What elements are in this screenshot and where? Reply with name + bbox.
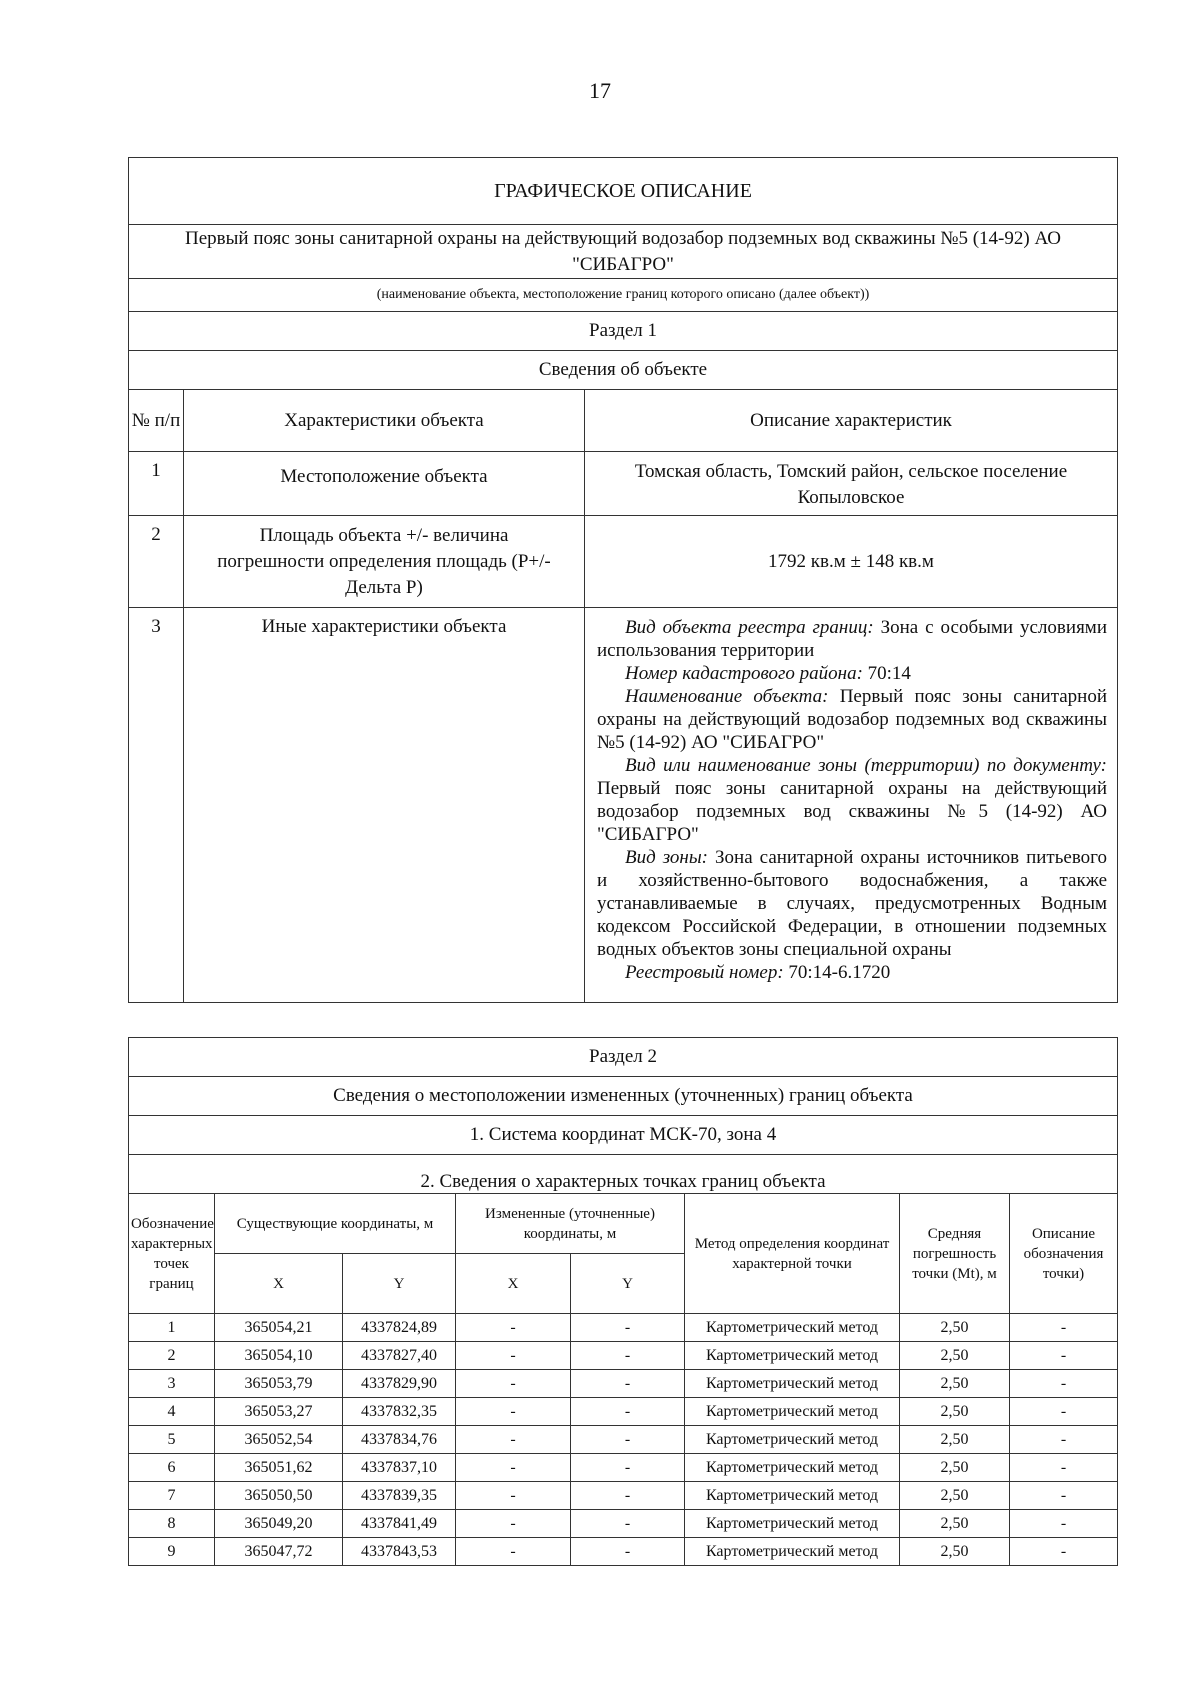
point-number: 6 — [129, 1454, 215, 1482]
existing-y: 4337827,40 — [343, 1342, 456, 1370]
detail-item: Вид или наименование зоны (территории) по документу: Первый пояс зоны санитарной охраны на действующий водозабор подземных вод скважины №5 (14-92) АО "СИБАГРО" — [597, 755, 1107, 845]
row-char: Иные характеристики объекта — [184, 608, 585, 1003]
point-description: - — [1010, 1454, 1118, 1482]
point-number: 9 — [129, 1538, 215, 1566]
row-desc: Томская область, Томский район, сельское поселение Копыловское — [585, 452, 1118, 516]
mean-error: 2,50 — [900, 1482, 1010, 1510]
section2-table — [128, 1037, 1118, 1566]
table-row — [129, 1482, 1118, 1510]
section1-label: Раздел 1 — [129, 312, 1118, 351]
changed-y: - — [571, 1538, 685, 1566]
point-number: 3 — [129, 1370, 215, 1398]
point-description: - — [1010, 1370, 1118, 1398]
row-num: 1 — [129, 452, 184, 516]
x-header: X — [215, 1254, 343, 1314]
method: Картометрический метод — [685, 1426, 900, 1454]
existing-y: 4337834,76 — [343, 1426, 456, 1454]
existing-y: 4337843,53 — [343, 1538, 456, 1566]
method: Картометрический метод — [685, 1314, 900, 1342]
row-num: 3 — [129, 608, 184, 1003]
point-description: - — [1010, 1482, 1118, 1510]
table-row — [129, 452, 1118, 516]
coord-system: 1. Система координат МСК-70, зона 4 — [129, 1116, 1118, 1155]
existing-x: 365052,54 — [215, 1426, 343, 1454]
point-description: - — [1010, 1426, 1118, 1454]
existing-y: 4337837,10 — [343, 1454, 456, 1482]
changed-x: - — [456, 1426, 571, 1454]
point-number: 5 — [129, 1426, 215, 1454]
changed-x: - — [456, 1538, 571, 1566]
existing-x: 365047,72 — [215, 1538, 343, 1566]
table-row — [129, 1538, 1118, 1566]
changed-y: - — [571, 1454, 685, 1482]
existing-y: 4337832,35 — [343, 1398, 456, 1426]
mean-error: 2,50 — [900, 1454, 1010, 1482]
mean-error: 2,50 — [900, 1426, 1010, 1454]
table-row — [129, 1510, 1118, 1538]
col-char-header: Характеристики объекта — [184, 390, 585, 452]
y-header: Y — [343, 1254, 456, 1314]
points-title: 2. Сведения о характерных точках границ объекта — [129, 1155, 1118, 1194]
table-row — [129, 1426, 1118, 1454]
object-caption: (наименование объекта, местоположение границ которого описано (далее объект)) — [129, 279, 1118, 312]
changed-x: - — [456, 1454, 571, 1482]
existing-x: 365049,20 — [215, 1510, 343, 1538]
detail-item: Вид объекта реестра границ: Зона с особыми условиями использования территории — [597, 617, 1107, 661]
existing-x: 365054,10 — [215, 1342, 343, 1370]
method: Картометрический метод — [685, 1454, 900, 1482]
existing-y: 4337839,35 — [343, 1482, 456, 1510]
point-number: 2 — [129, 1342, 215, 1370]
point-number: 7 — [129, 1482, 215, 1510]
y-header: Y — [571, 1254, 685, 1314]
method: Картометрический метод — [685, 1510, 900, 1538]
method: Картометрический метод — [685, 1538, 900, 1566]
changed-x: - — [456, 1314, 571, 1342]
point-description: - — [1010, 1342, 1118, 1370]
changed-y: - — [571, 1342, 685, 1370]
description-header: Описание обозначения точки) — [1010, 1194, 1118, 1314]
changed-x: - — [456, 1398, 571, 1426]
table-row — [129, 516, 1118, 608]
other-characteristics — [585, 608, 1118, 1003]
designation-header: Обозначение характерных точек границ — [129, 1194, 215, 1314]
mean-error: 2,50 — [900, 1370, 1010, 1398]
existing-x: 365053,27 — [215, 1398, 343, 1426]
changed-y: - — [571, 1370, 685, 1398]
changed-y: - — [571, 1426, 685, 1454]
point-number: 8 — [129, 1510, 215, 1538]
method: Картометрический метод — [685, 1342, 900, 1370]
point-number: 1 — [129, 1314, 215, 1342]
point-description: - — [1010, 1314, 1118, 1342]
existing-x: 365051,62 — [215, 1454, 343, 1482]
section2-title: Сведения о местоположении измененных (уточненных) границ объекта — [129, 1077, 1118, 1116]
mean-error: 2,50 — [900, 1398, 1010, 1426]
changed-y: - — [571, 1482, 685, 1510]
detail-item: Наименование объекта: Первый пояс зоны санитарной охраны на действующий водозабор подземных вод скважины №5 (14-92) АО "СИБАГРО" — [597, 686, 1107, 753]
mean-error: 2,50 — [900, 1538, 1010, 1566]
table-row — [129, 1370, 1118, 1398]
changed-x: - — [456, 1370, 571, 1398]
error-header: Средняя погрешность точки (Mt), м — [900, 1194, 1010, 1314]
doc-title: ГРАФИЧЕСКОЕ ОПИСАНИЕ — [129, 158, 1118, 225]
row-num: 2 — [129, 516, 184, 608]
object-name: Первый пояс зоны санитарной охраны на действующий водозабор подземных вод скважины №5 (14-92) АО "СИБАГРО" — [129, 225, 1118, 279]
method: Картометрический метод — [685, 1370, 900, 1398]
row-char: Местоположение объекта — [184, 452, 585, 516]
table-row — [129, 1454, 1118, 1482]
detail-item: Номер кадастрового района: 70:14 — [625, 663, 911, 684]
existing-x: 365053,79 — [215, 1370, 343, 1398]
col-num-header: № п/п — [129, 390, 184, 452]
point-description: - — [1010, 1538, 1118, 1566]
table-row — [129, 608, 1118, 1003]
point-description: - — [1010, 1510, 1118, 1538]
existing-y: 4337829,90 — [343, 1370, 456, 1398]
method-header: Метод определения координат характерной точки — [685, 1194, 900, 1314]
detail-item: Реестровый номер: 70:14-6.1720 — [625, 962, 891, 983]
changed-coords-header: Измененные (уточненные) координаты, м — [456, 1194, 685, 1254]
changed-y: - — [571, 1398, 685, 1426]
method: Картометрический метод — [685, 1482, 900, 1510]
existing-x: 365054,21 — [215, 1314, 343, 1342]
changed-x: - — [456, 1482, 571, 1510]
existing-y: 4337824,89 — [343, 1314, 456, 1342]
point-description: - — [1010, 1398, 1118, 1426]
table-row — [129, 1314, 1118, 1342]
changed-x: - — [456, 1510, 571, 1538]
changed-y: - — [571, 1314, 685, 1342]
table-row — [129, 1342, 1118, 1370]
row-char: Площадь объекта +/- величина погрешности определения площадь (Р+/- Дельта Р) — [184, 516, 585, 608]
point-number: 4 — [129, 1398, 215, 1426]
mean-error: 2,50 — [900, 1510, 1010, 1538]
method: Картометрический метод — [685, 1398, 900, 1426]
section1-table — [128, 157, 1118, 1003]
existing-coords-header: Существующие координаты, м — [215, 1194, 456, 1254]
mean-error: 2,50 — [900, 1342, 1010, 1370]
changed-x: - — [456, 1342, 571, 1370]
section2-label: Раздел 2 — [129, 1038, 1118, 1077]
mean-error: 2,50 — [900, 1314, 1010, 1342]
detail-item: Вид зоны: Зона санитарной охраны источников питьевого и хозяйственно-бытового водоснабжения, а также устанавливаемые в случаях, предусмотренных Водным кодексом Российской Федерации, в отношении подземных водных объектов зоны специальной охраны — [597, 847, 1107, 960]
existing-x: 365050,50 — [215, 1482, 343, 1510]
row-desc: 1792 кв.м ± 148 кв.м — [585, 516, 1118, 608]
table-row — [129, 1398, 1118, 1426]
points-body — [129, 1314, 1118, 1566]
page-number: 17 — [589, 78, 611, 103]
existing-y: 4337841,49 — [343, 1510, 456, 1538]
section1-title: Сведения об объекте — [129, 351, 1118, 390]
changed-y: - — [571, 1510, 685, 1538]
x-header: X — [456, 1254, 571, 1314]
col-desc-header: Описание характеристик — [585, 390, 1118, 452]
